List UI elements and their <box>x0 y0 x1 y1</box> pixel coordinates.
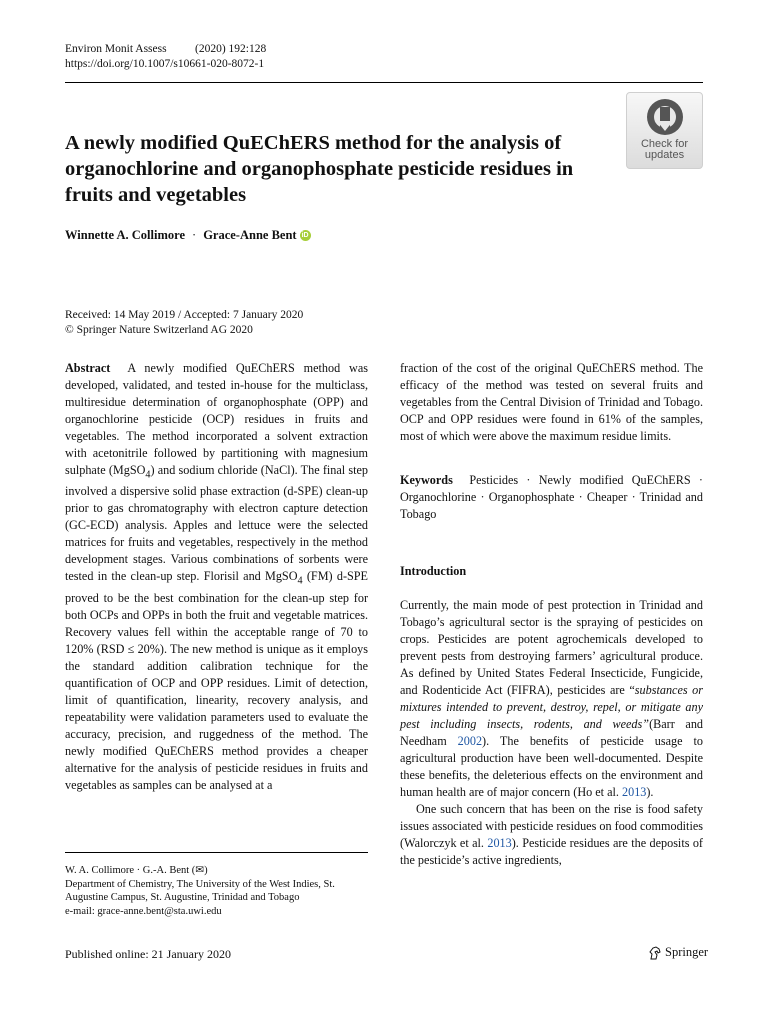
abstract <box>65 360 368 794</box>
crossmark-icon <box>644 97 686 137</box>
author-list <box>65 228 311 243</box>
check-for-updates-label: Check for updates <box>640 138 689 161</box>
intro-text: One such concern that has been on the rise is food safety issues associated with pesticide residues on food commodities (Walorczyk et al. <box>400 802 703 850</box>
citation-link[interactable]: 2013 <box>622 785 647 799</box>
publisher-name: Springer <box>665 945 709 959</box>
abstract-text: (FM) d-SPE proved to be the best combination for the clean-up step for both OCPs and OPPs in both the fruit and vegetable matrices. Recovery values fell within the acceptable range of 70 to 120% (RSD ≤ 20%). The new method is unique as it employs the standard addition calibration technique for the quantification of OCP and OPP residues. Limit of detection, limit of quantification, linearity, recovery analysis, and repeatability were validation parameters used to evaluate the accuracy, precision, and ruggedness of the method. The newly modified QuEChERS method provides a cheaper alternative for the analysis of pesticide residues in fruits and vegetables as samples can be analysed at a <box>65 569 368 792</box>
published-date: Published online: 21 January 2020 <box>65 947 231 961</box>
received-accepted: Received: 14 May 2019 / Accepted: 7 January 2020 <box>65 309 304 321</box>
keywords-text: Pesticides · Newly modified QuEChERS · Organochlorine · Organophosphate · Cheaper · Trinidad and Tobago <box>400 473 703 521</box>
author-2[interactable]: Grace-Anne Bent <box>203 228 297 242</box>
abstract-continued: fraction of the cost of the original QuEChERS method. The efficacy of the method was tested on several fruits and vegetables from the Central Division of Trinidad and Tobago. OCP and OPP residues were found in 61% of the samples, most of which were above the maximum residue limits. <box>400 361 703 443</box>
intro-text: (Barr and Needham <box>400 717 704 748</box>
article-dates <box>65 308 303 338</box>
intro-text: ). <box>646 785 654 799</box>
journal-header <box>65 42 266 72</box>
header-rule <box>65 82 703 83</box>
section-heading-introduction: Introduction <box>400 564 467 578</box>
abstract-label: Abstract <box>65 361 111 375</box>
right-column <box>400 360 703 869</box>
author-1[interactable]: Winnette A. Collimore <box>65 228 186 242</box>
check-for-updates-badge[interactable] <box>626 92 703 169</box>
copyright: © Springer Nature Switzerland AG 2020 <box>65 324 253 336</box>
journal-volume: (2020) 192:128 <box>195 43 267 55</box>
keywords-label: Keywords <box>400 473 453 487</box>
doi-link[interactable]: https://doi.org/10.1007/s10661-020-8072-1 <box>65 58 265 70</box>
affiliation-email[interactable]: e-mail: grace-anne.bent@sta.uwi.edu <box>65 905 222 917</box>
affiliation-names: W. A. Collimore · G.-A. Bent (✉) <box>65 865 208 876</box>
abstract-text: A newly modified QuEChERS method was developed, validated, and tested in-house for the multiclass, multiresidue determination of organophosphate (OPP) and organochlorine pesticide (OCP) residues in fruits and vegetables. The method incorporated a solvent extraction with acetonitrile followed by partitioning with magnesium sulphate (MgSO <box>65 361 369 477</box>
citation-link[interactable]: 2013 <box>487 836 512 850</box>
intro-text: ). The benefits of pesticide usage to agricultural production have been well-documented. Despite these benefits, the deleterious effects on the environment and human health are of major concern (Ho et al. <box>400 734 703 799</box>
left-column <box>65 360 368 794</box>
subscript: 4 <box>297 575 303 587</box>
orcid-icon[interactable]: iD <box>301 232 309 239</box>
affiliation <box>65 864 368 918</box>
journal-name: Environ Monit Assess <box>65 43 167 55</box>
article-title: A newly modified QuEChERS method for the analysis of organochlorine and organophosphate pesticide residues in fruits and vegetables <box>65 132 574 206</box>
intro-paragraph-2 <box>400 801 703 869</box>
abstract-text: ) and sodium chloride (NaCl). The final step involved a dispersive solid phase extraction (d-SPE) clean-up prior to gas chromatography with electron capture detection (GC-ECD) analysis. Apples and lettuce were the selected matrices for fruits and vegetables, respectively in the method development stages. Various combinations of sorbents were tested in the clean-up step. Florisil and MgSO <box>65 463 369 584</box>
author-separator: · <box>192 228 197 242</box>
intro-quote: substances or mixtures intended to prevent, destroy, repel, or mitigate any pest including insects, rodents, and weeds” <box>400 683 703 731</box>
subscript: 4 <box>145 469 151 481</box>
keywords <box>400 472 703 523</box>
intro-text: Currently, the main mode of pest protection in Trinidad and Tobago’s agricultural sector is the spraying of pesticides on crops. Pesticides are potent agrochemicals developed to prevent pests from destroying farmers’ agricultural produce. As defined by United States Federal Insecticide, Fungicide, and Rodenticide Act (FIFRA), pesticides are “ <box>400 598 703 697</box>
citation-link[interactable]: 2002 <box>457 734 483 748</box>
intro-text: ). Pesticide residues are the deposits of the pesticide’s active ingredients, <box>400 836 703 867</box>
springer-horse-icon <box>648 946 662 960</box>
publisher-logo <box>648 945 708 960</box>
affiliation-dept: Department of Chemistry, The University of the West Indies, St. Augustine Campus, St. Augustine, Trinidad and Tobago <box>65 878 335 903</box>
footnote-rule <box>65 852 368 853</box>
intro-paragraph-1 <box>400 597 703 801</box>
